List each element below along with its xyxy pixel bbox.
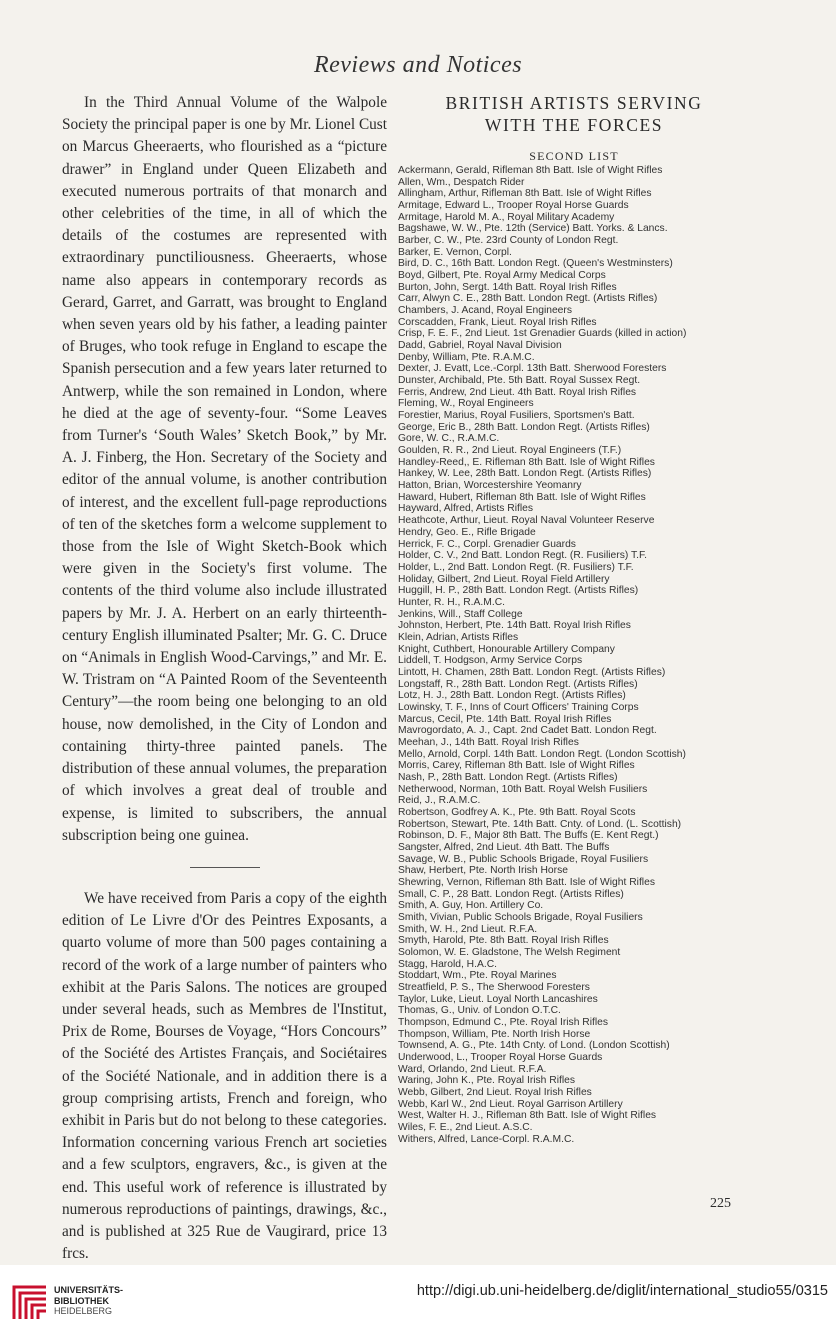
list-item: Heathcote, Arthur, Lieut. Royal Naval Volunteer Reserve (398, 515, 655, 527)
list-item: Hendry, Geo. E., Rifle Brigade (398, 526, 536, 538)
list-item: Denby, William, Pte. R.A.M.C. (398, 351, 535, 363)
list-item: Bagshawe, W. W., Pte. 12th (Service) Batt. Yorks. & Lancs. (398, 223, 668, 235)
list-title-line2: WITH THE FORCES (484, 115, 664, 135)
list-item: Mavrogordato, A. J., Capt. 2nd Cadet Batt. London Regt. (398, 725, 657, 737)
list-item: Meehan, J., 14th Batt. Royal Irish Rifles (398, 736, 579, 748)
list-item: Streatfield, P. S., The Sherwood Foresters (398, 982, 590, 994)
paragraph-walpole-society: In the Third Annual Volume of the Walpole Society the principal paper is one by Mr. Lionel Cust on Marcus Gheeraerts, who flourished as a “picture drawer” in England under Queen Elizabeth and executed numerous portraits of that monarch and other celebrities of the time, in all of which the details of the costumes are represented with extraordinary punctiliousness. Gheeraerts, whose name also appears in contemporary records as Gerard, Garret, and Garratt, was brought to England when seven years old by his father, a leading painter of Bruges, who took refuge in England to escape the Spanish persecution and a few years later returned to Antwerp, while the son remained in London, where he died at the age of seventy-four. “Some Leaves from Turner's ‘South Wales’ Sketch Book,” by Mr. A. J. Finberg, the Hon. Secretary of the Society and editor of the annual volume, is another contribution of interest, and the excellent full-page reproductions of ten of the sketches form a welcome supplement to those from the Isle of Wight Sketch-Book which were given in the Society's first volume. The contents of the third volume also include illustrated papers by Mr. J. A. Herbert on an early thirteenth-century English illuminated Psalter; Mr. G. C. Druce on “Animals in English Wood-Carvings,” and Mr. E. W. Tristram on “A Painted Room of the Seventeenth Century”—the room being one belonging to an old house, now demolished, in the City of London and containing thirty-three painted panels. The distribution of these annual volumes, the preparation of which involves a great deal of trouble and expense, is limited to subscribers, the annual subscription being one guinea. (62, 94, 387, 844)
list-item: Robinson, D. F., Major 8th Batt. The Buffs (E. Kent Regt.) (398, 830, 659, 842)
list-item: Holder, C. V., 2nd Batt. London Regt. (R. Fusiliers) T.F. (398, 550, 647, 562)
list-item: Morris, Carey, Rifleman 8th Batt. Isle of Wight Rifles (398, 760, 635, 772)
list-item: Solomon, W. E. Gladstone, The Welsh Regiment (398, 947, 621, 959)
list-item: Nash, P., 28th Batt. London Regt. (Artists Rifles) (398, 771, 618, 783)
list-item: Johnston, Herbert, Pte. 14th Batt. Royal Irish Rifles (398, 620, 631, 632)
artists-list (398, 165, 750, 1145)
list-item: Stagg, Harold, H.A.C. (398, 958, 498, 970)
library-name-line2: BIBLIOTHEK (54, 1295, 109, 1306)
list-item: Shewring, Vernon, Rifleman 8th Batt. Isle of Wight Rifles (398, 876, 655, 888)
list-item: Small, C. P., 28 Batt. London Regt. (Artists Rifles) (398, 888, 624, 900)
list-item: West, Walter H. J., Rifleman 8th Batt. Isle of Wight Rifles (398, 1110, 657, 1122)
list-item: Carr, Alwyn C. E., 28th Batt. London Regt. (Artists Rifles) (398, 293, 658, 305)
list-item: Dunster, Archibald, Pte. 5th Batt. Royal Sussex Regt. (398, 375, 641, 387)
list-item: Marcus, Cecil, Pte. 14th Batt. Royal Irish Rifles (398, 713, 612, 725)
list-item: Smith, W. H., 2nd Lieut. R.F.A. (398, 923, 538, 935)
list-item: Savage, W. B., Public Schools Brigade, Royal Fusiliers (398, 853, 649, 865)
footer-bar (0, 1265, 836, 1331)
list-item: Crisp, F. E. F., 2nd Lieut. 1st Grenadier Guards (killed in action) (398, 328, 687, 340)
list-item: Lotz, H. J., 28th Batt. London Regt. (Artists Rifles) (398, 690, 626, 702)
list-item: Barker, E. Vernon, Corpl. (398, 246, 512, 258)
list-item: Thompson, Edmund C., Pte. Royal Irish Rifles (398, 1017, 609, 1029)
list-item: Sangster, Alfred, 2nd Lieut. 4th Batt. The Buffs (398, 841, 610, 853)
list-item: Boyd, Gilbert, Pte. Royal Army Medical Corps (398, 270, 606, 282)
list-item: Barber, C. W., Pte. 23rd County of London Regt. (398, 235, 619, 247)
list-item: Shaw, Herbert, Pte. North Irish Horse (398, 865, 568, 877)
list-item: Webb, Karl W., 2nd Lieut. Royal Garrison Artillery (398, 1098, 623, 1110)
list-item: Holiday, Gilbert, 2nd Lieut. Royal Field Artillery (398, 573, 610, 585)
list-item: Hankey, W. Lee, 28th Batt. London Regt. (Artists Rifles) (398, 468, 652, 480)
list-item: Withers, Alfred, Lance-Corpl. R.A.M.C. (398, 1133, 575, 1145)
list-item: Allingham, Arthur, Rifleman 8th Batt. Isle of Wight Rifles (398, 188, 652, 200)
list-item: Ferris, Andrew, 2nd Lieut. 4th Batt. Royal Irish Rifles (398, 386, 637, 398)
list-item: Robertson, Godfrey A. K., Pte. 9th Batt. Royal Scots (398, 806, 636, 818)
library-name-line3: HEIDELBERG (54, 1306, 113, 1316)
list-item: Lowinsky, T. F., Inns of Court Officers' Training Corps (398, 701, 639, 713)
paragraph-livre-dor: We have received from Paris a copy of the eighth edition of Le Livre d'Or des Peintres Exposants, a quarto volume of more than 500 pages containing a record of the work of a large number of painters who exhibit at the Paris Salons. The notices are grouped under several heads, such as Membres de l'Institut, Prix de Rome, Bourses de Voyage, “Hors Concours” of the Société des Artistes Français, and Sociétaires of the Société Nationale, and in addition there is a group comprising artists, French and foreign, who exhibit in Paris but do not belong to these categories. Information concerning various French art societies and a few sculptors, engravers, &c., is given at the end. This useful work of reference is illustrated by numerous reproductions of paintings, drawings, &c., and is published at 325 Rue de Vaugirard, price 13 frcs. (62, 889, 387, 1263)
list-item: Allen, Wm., Despatch Rider (398, 176, 525, 188)
list-item: Lintott, H. Chamen, 28th Batt. London Regt. (Artists Rifles) (398, 666, 666, 678)
list-item: Corscadden, Frank, Lieut. Royal Irish Rifles (398, 316, 597, 328)
library-name-line1: UNIVERSITÄTS- (54, 1285, 124, 1295)
list-title-line1: BRITISH ARTISTS SERVING (445, 93, 703, 113)
page-header: Reviews and Notices (313, 52, 523, 78)
artists-list-column (398, 92, 750, 1145)
list-item: Ackermann, Gerald, Rifleman 8th Batt. Isle of Wight Rifles (398, 165, 663, 176)
list-item: Townsend, A. G., Pte. 14th Cnty. of Lond. (London Scottish) (398, 1040, 670, 1052)
list-subtitle: SECOND LIST (529, 149, 619, 163)
list-item: Chambers, J. Acand, Royal Engineers (398, 305, 572, 317)
list-item: Mello, Arnold, Corpl. 14th Batt. London Regt. (London Scottish) (398, 748, 686, 760)
list-item: Armitage, Harold M. A., Royal Military Academy (398, 211, 615, 223)
list-item: Stoddart, Wm., Pte. Royal Marines (398, 970, 557, 982)
list-item: Knight, Cuthbert, Honourable Artillery Company (398, 643, 615, 655)
list-item: Hatton, Brian, Worcestershire Yeomanry (398, 480, 582, 492)
source-url[interactable]: http://digi.ub.uni-heidelberg.de/diglit/international_studio55/0315 (416, 1283, 828, 1299)
list-item: Smith, A. Guy, Hon. Artillery Co. (398, 900, 544, 912)
university-library-logo-icon (10, 1283, 50, 1323)
list-item: Ward, Orlando, 2nd Lieut. R.F.A. (398, 1063, 547, 1075)
list-item: Goulden, R. R., 2nd Lieut. Royal Engineers (T.F.) (398, 445, 622, 457)
list-item: Reid, J., R.A.M.C. (398, 795, 481, 807)
list-item: Klein, Adrian, Artists Rifles (398, 631, 519, 643)
list-item: Smith, Vivian, Public Schools Brigade, Royal Fusiliers (398, 912, 643, 923)
list-item: Dadd, Gabriel, Royal Naval Division (398, 340, 562, 352)
list-item: Liddell, T. Hodgson, Army Service Corps (398, 655, 583, 667)
list-item: Dexter, J. Evatt, Lce.-Corpl. 13th Batt. Sherwood Foresters (398, 363, 667, 375)
section-divider (190, 867, 260, 868)
list-item: Fleming, W., Royal Engineers (398, 398, 534, 410)
list-item: Thomas, G., Univ. of London O.T.C. (398, 1005, 561, 1017)
list-item: Webb, Gilbert, 2nd Lieut. Royal Irish Rifles (398, 1087, 592, 1099)
library-name (54, 1285, 123, 1317)
list-item: Huggill, H. P., 28th Batt. London Regt. (Artists Rifles) (398, 585, 639, 597)
reviews-column (62, 92, 387, 1265)
list-item: Burton, John, Sergt. 14th Batt. Royal Irish Rifles (398, 281, 617, 293)
page-number: 225 (710, 1196, 731, 1211)
list-item: Smyth, Harold, Pte. 8th Batt. Royal Irish Rifles (398, 935, 609, 947)
list-item: Taylor, Luke, Lieut. Loyal North Lancashires (398, 993, 598, 1005)
list-item: Holder, L., 2nd Batt. London Regt. (R. Fusiliers) T.F. (398, 561, 634, 573)
list-item: Hayward, Alfred, Artists Rifles (398, 503, 534, 515)
list-item: Hunter, R. H., R.A.M.C. (398, 596, 505, 608)
list-item: Herrick, F. C., Corpl. Grenadier Guards (398, 538, 576, 550)
list-item: Armitage, Edward L., Trooper Royal Horse Guards (398, 200, 629, 212)
list-item: Bird, D. C., 16th Batt. London Regt. (Queen's Westminsters) (398, 258, 673, 270)
list-item: Netherwood, Norman, 10th Batt. Royal Welsh Fusiliers (398, 783, 648, 795)
list-item: Underwood, L., Trooper Royal Horse Guards (398, 1052, 603, 1064)
list-item: Jenkins, Will., Staff College (398, 608, 523, 620)
list-item: Gore, W. C., R.A.M.C. (398, 433, 500, 445)
list-item: Robertson, Stewart, Pte. 14th Batt. Cnty. of Lond. (L. Scottish) (398, 818, 682, 830)
list-item: Thompson, William, Pte. North Irish Horse (398, 1028, 591, 1040)
list-item: Longstaff, R., 28th Batt. London Regt. (Artists Rifles) (398, 678, 638, 690)
list-item: George, Eric B., 28th Batt. London Regt. (Artists Rifles) (398, 421, 650, 433)
list-item: Haward, Hubert, Rifleman 8th Batt. Isle of Wight Rifles (398, 491, 646, 503)
list-item: Waring, John K., Pte. Royal Irish Rifles (398, 1075, 576, 1087)
list-item: Forestier, Marius, Royal Fusiliers, Sportsmen's Batt. (398, 410, 635, 422)
list-item: Wiles, F. E., 2nd Lieut. A.S.C. (398, 1122, 533, 1134)
list-item: Handley-Reed,, E. Rifleman 8th Batt. Isle of Wight Rifles (398, 456, 655, 468)
